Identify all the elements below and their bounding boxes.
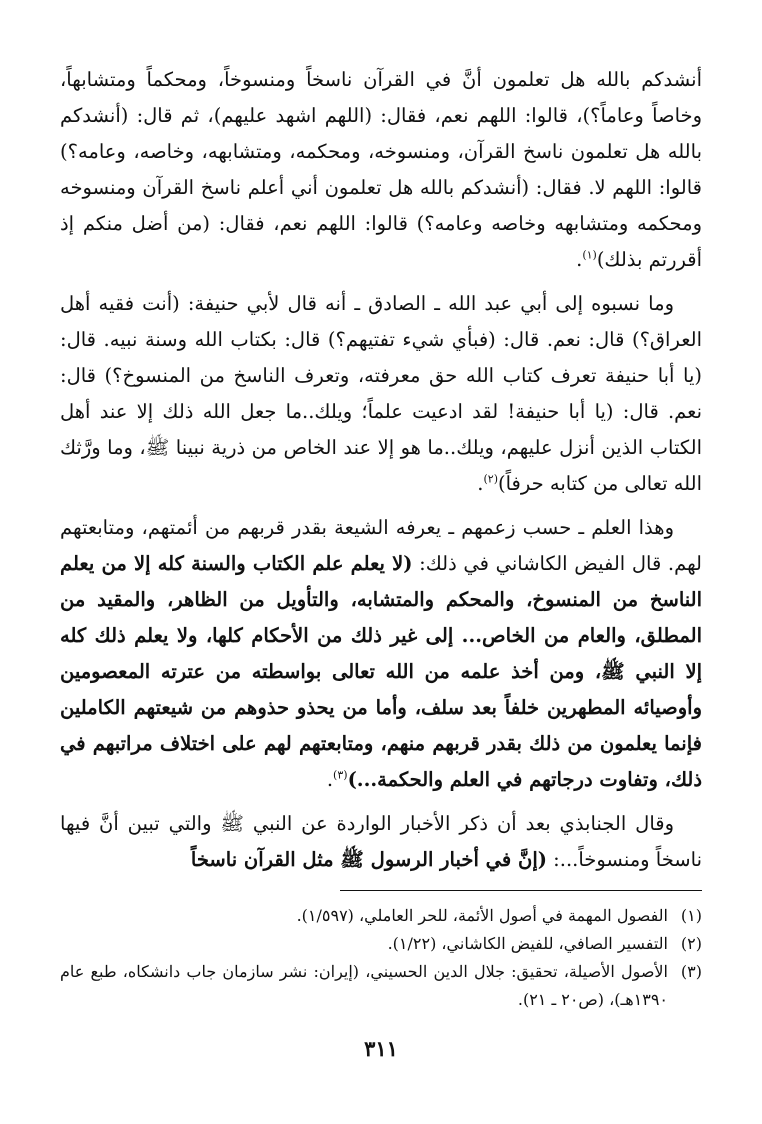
footnote-3-number: (٣)	[680, 962, 702, 981]
footnote-3-text: الأصول الأصيلة، تحقيق: جلال الدين الحسيني، (إيران: نشر سازمان جاب دانشكاه، طبع عام ١٣٩٠هـ)، (ص٢٠ ـ ٢١).	[60, 962, 668, 1009]
paragraph-1-end: .	[576, 248, 583, 271]
paragraph-2	[60, 286, 702, 502]
paragraph-4-quote: (إنَّ في أخبار الرسول ﷺ مثل القرآن ناسخاً	[190, 848, 547, 871]
paragraph-2-text: وما نسبوه إلى أبي عبد الله ـ الصادق ـ أنه قال لأبي حنيفة: (أنت فقيه أهل العراق؟) قال: نعم. قال: (فبأي شيء تفتيهم؟) قال: بكتاب الله وسنة نبيه. قال: (يا أبا حنيفة تعرف كتاب الله حق معرفته، وتعرف الناسخ من المنسوخ؟) قال: نعم. قال: (يا أبا حنيفة! لقد ادعيت علماً؛ ويلك..ما جعل الله ذلك إلا عند أهل الكتاب الذين أنزل عليهم، ويلك..ما هو إلا عند الخاص من ذرية نبينا ﷺ، وما ورَّثك الله تعالى من كتابه حرفاً)	[60, 292, 702, 495]
paragraph-3-lead: وهذا العلم ـ حسب زعمهم ـ يعرفه الشيعة بقدر قربهم من أئمتهم، ومتابعتهم لهم. قال الفيض الكاشاني في ذلك:	[60, 516, 702, 575]
paragraph-4-lead: وقال الجنابذي بعد أن ذكر الأخبار الواردة عن النبي ﷺ والتي تبين أنَّ فيها ناسخاً ومنسوخاً...:	[60, 812, 702, 871]
footnote-2	[60, 930, 702, 958]
paragraph-2-end: .	[477, 472, 484, 495]
footnote-ref-2[interactable]: (٢)	[483, 472, 498, 486]
footnote-ref-1[interactable]: (١)	[582, 248, 597, 262]
footnotes	[60, 902, 702, 1014]
footnote-2-number: (٢)	[680, 934, 702, 953]
paragraph-3-end: .	[326, 768, 334, 791]
footnote-2-text: التفسير الصافي، للفيض الكاشاني، (١/٢٢).	[387, 934, 668, 953]
footnote-3	[60, 958, 702, 1014]
footnote-1	[60, 902, 702, 930]
footnote-1-number: (١)	[680, 906, 702, 925]
paragraph-1-text: أنشدكم بالله هل تعلمون أنَّ في القرآن ناسخاً ومنسوخاً، ومحكماً ومتشابهاً، وخاصاً وعاماً؟)، قالوا: اللهم نعم، فقال: (اللهم اشهد عليهم)، ثم قال: (أنشدكم بالله هل تعلمون ناسخ القرآن، ومنسوخه، ومحكمه، ومتشابهه، وخاصه، وعامه؟) قالوا: اللهم لا. فقال: (أنشدكم بالله هل تعلمون أني أعلم ناسخ القرآن ومنسوخه ومحكمه ومتشابهه وخاصه وعامه؟) قالوا: اللهم نعم، فقال: (من أضل منكم إذ أقررتم بذلك)	[60, 68, 702, 271]
footnote-separator	[340, 890, 702, 891]
footnote-1-text: الفصول المهمة في أصول الأئمة، للحر العاملي، (١/٥٩٧).	[296, 906, 668, 925]
paragraph-1	[60, 62, 702, 278]
paragraph-3	[60, 510, 702, 798]
paragraph-4	[60, 806, 702, 878]
paragraph-3-quote: (لا يعلم علم الكتاب والسنة كله إلا من يعلم الناسخ من المنسوخ، والمحكم والمتشابه، والتأويل من الظاهر، والمقيد من المطلق، والعام من الخاص... إلى غير ذلك من الأحكام كلها، ولا يعلم ذلك كله إلا النبي ﷺ، ومن أخذ علمه من الله تعالى بواسطته من عترته المعصومين وأوصيائه المطهرين خلفاً بعد سلف، وأما من يحذو حذوهم من شيعتهم الكاملين فإنما يعلمون من ذلك بقدر قربهم منهم، ومتابعتهم لهم على اختلاف مراتبهم في ذلك، وتفاوت درجاتهم في العلم والحكمة...)	[60, 552, 702, 791]
page-number: ٣١١	[364, 1036, 398, 1061]
footnote-ref-3[interactable]: (٣)	[333, 768, 348, 782]
page-body	[60, 62, 702, 878]
